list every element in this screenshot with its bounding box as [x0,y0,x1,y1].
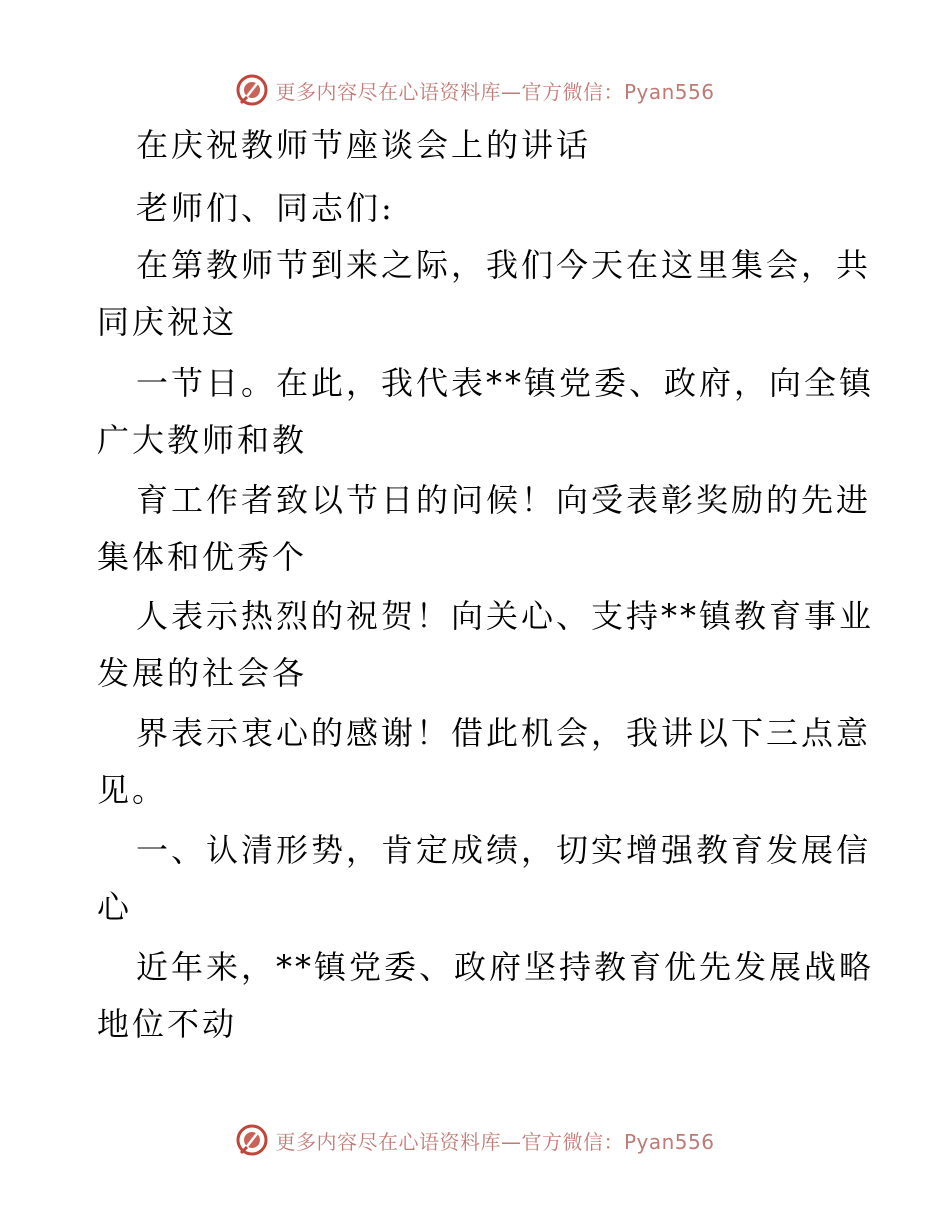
section-heading: 一、认清形势，肯定成绩，切实增强教育发展信 [136,831,872,869]
paragraph-line: 地位不动 [97,1005,238,1043]
paragraph-line: 人表示热烈的祝贺！向关心、支持**镇教育事业 [136,597,875,635]
watermark-text: 更多内容尽在心语资料库—官方微信：Pyan556 [275,1129,715,1154]
paragraph-line: 近年来，**镇党委、政府坚持教育优先发展战略 [136,948,875,986]
paragraph-line: 一节日。在此，我代表**镇党委、政府，向全镇 [136,364,875,402]
footer-watermark [0,1120,950,1160]
paragraph-line: 见。 [97,771,168,809]
header-watermark [0,70,950,110]
paragraph-line: 集体和优秀个 [97,538,308,576]
seal-logo-icon [235,1123,269,1157]
paragraph-line: 界表示衷心的感谢！借此机会，我讲以下三点意 [136,714,872,752]
document-title: 在庆祝教师节座谈会上的讲话 [136,126,592,164]
watermark-text: 更多内容尽在心语资料库—官方微信：Pyan556 [275,79,715,104]
paragraph-line: 育工作者致以节日的问候！向受表彰奖励的先进 [136,481,872,519]
paragraph-line: 广大教师和教 [97,421,308,459]
paragraph-line: 同庆祝这 [97,303,238,341]
paragraph-line: 发展的社会各 [97,654,308,692]
section-heading: 心 [97,888,133,926]
paragraph-line: 在第教师节到来之际，我们今天在这里集会，共 [136,246,872,284]
seal-logo-icon [235,73,269,107]
salutation: 老师们、同志们: [136,189,395,227]
